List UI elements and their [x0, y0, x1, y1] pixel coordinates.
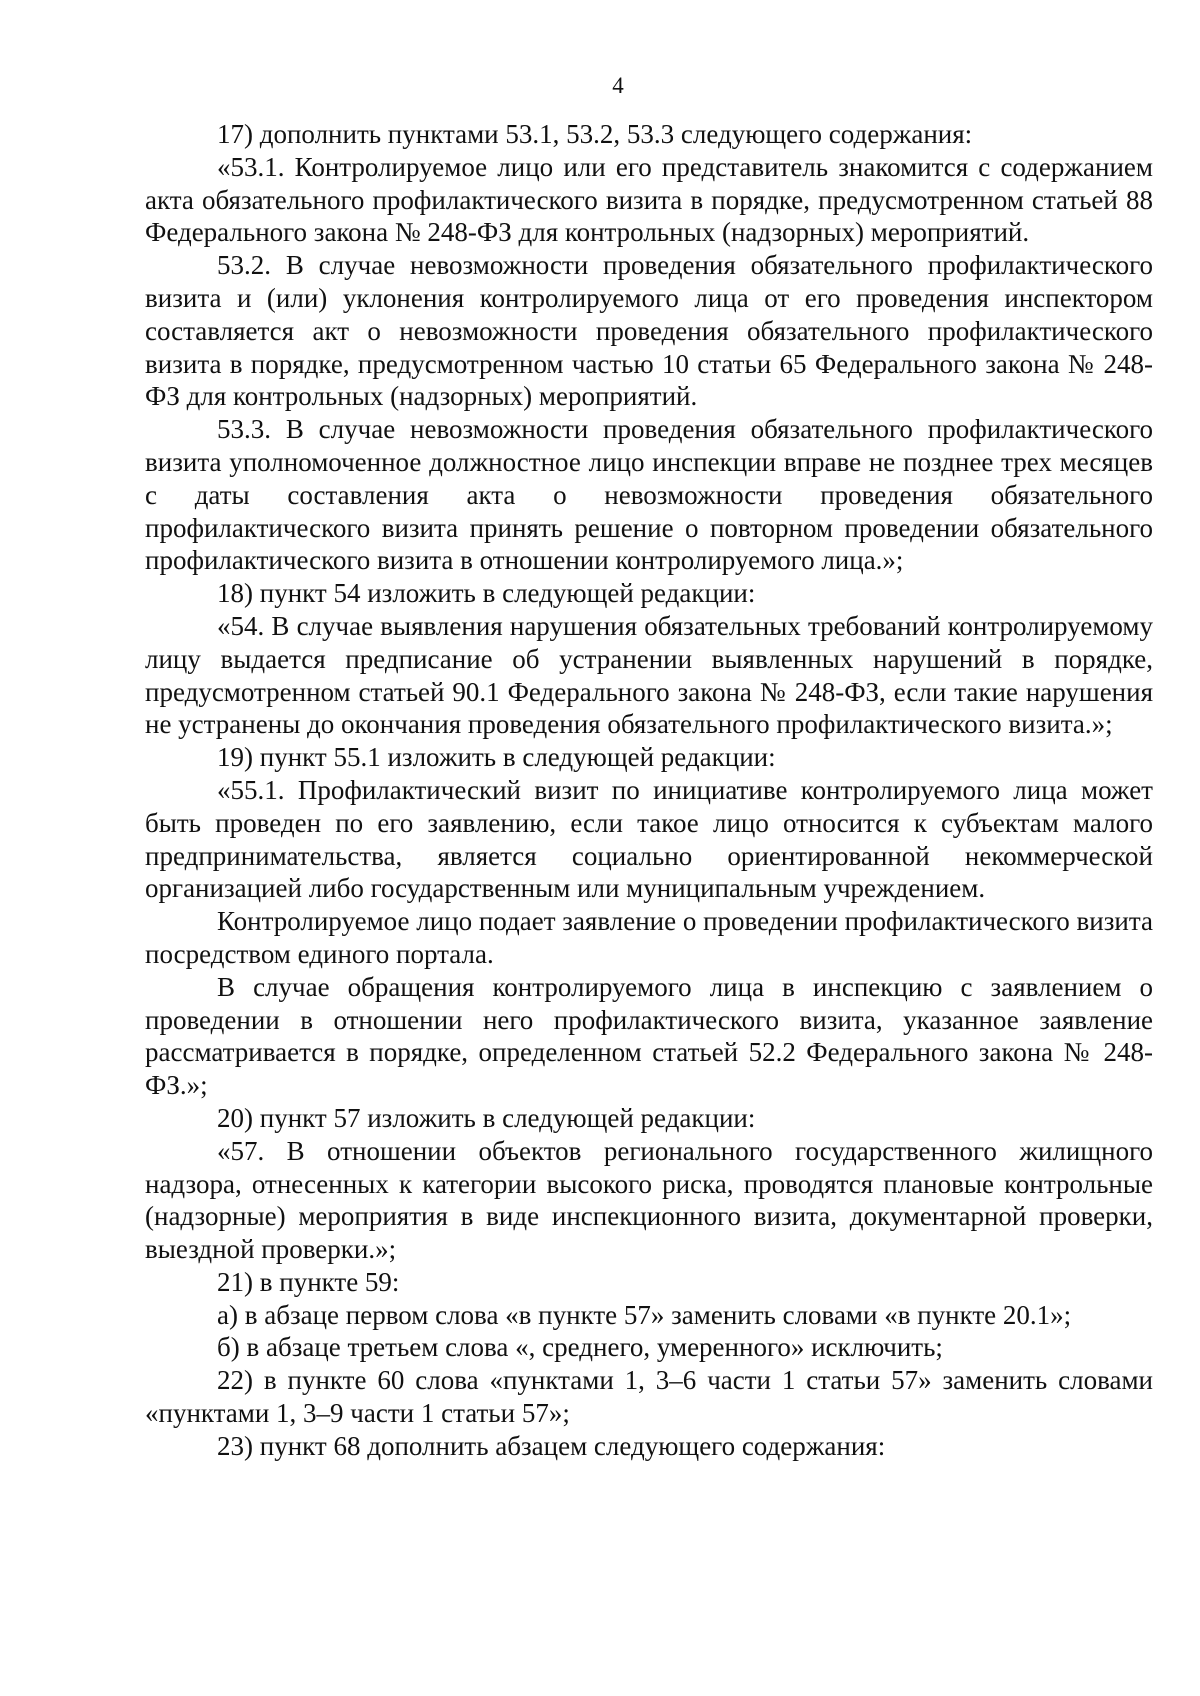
paragraph-item-18: 18) пункт 54 изложить в следующей редакции: [217, 578, 756, 609]
paragraph-application-review: В случае обращения контролируемого лица в инспекцию с заявлением о проведении в отношении него профилактического визита, указанное заявление рассматривается в порядке, определенном статьей 52.2 Федерального закона № 248-ФЗ.»; [145, 971, 1153, 1101]
paragraph-54: «54. В случае выявления нарушения обязательных требований контролируемому лицу выдается предписание об устранении выявленных нарушений в порядке, предусмотренном статьей 90.1 Федерального закона № 248-ФЗ, если такие нарушения не устранены до окончания проведения обязательного профилактического визита.»; [145, 610, 1153, 740]
paragraph-application-portal: Контролируемое лицо подает заявление о проведении профилактического визита посредством единого портала. [145, 906, 1153, 969]
paragraph-item-21: 21) в пункте 59: [217, 1266, 400, 1297]
paragraph-53-2: 53.2. В случае невозможности проведения обязательного профилактического визита и (или) уклонения контролируемого лица от его проведения инспектором составляется акт о невозможности проведения обязательного профилактического визита в порядке, предусмотренном частью 10 статьи 65 Федерального закона № 248-ФЗ для контрольных (надзорных) мероприятий. [145, 250, 1153, 412]
paragraph-item-22: 22) в пункте 60 слова «пунктами 1, 3–6 части 1 статьи 57» заменить словами «пунктами 1, 3–9 части 1 статьи 57»; [145, 1365, 1153, 1429]
paragraph-item-20: 20) пункт 57 изложить в следующей редакции: [217, 1102, 756, 1133]
paragraph-53-1: «53.1. Контролируемое лицо или его представитель знакомится с содержанием акта обязательного профилактического визита в порядке, предусмотренном статьей 88 Федерального закона № 248-ФЗ для контрольных (надзорных) мероприятий. [145, 151, 1153, 248]
paragraph-53-3: 53.3. В случае невозможности проведения обязательного профилактического визита уполномоченное должностное лицо инспекции вправе не позднее трех месяцев с даты составления акта о невозможности проведения обязательного профилактического визита принять решение о повторном проведении обязательного профилактического визита в отношении контролируемого лица.»; [145, 414, 1153, 576]
page-number: 4 [612, 73, 624, 98]
paragraph-item-21-a: а) в абзаце первом слова «в пункте 57» заменить словами «в пункте 20.1»; [217, 1299, 1072, 1330]
paragraph-57: «57. В отношении объектов регионального государственного жилищного надзора, отнесенных к категории высокого риска, проводятся плановые контрольные (надзорные) мероприятия в виде инспекционного визита, документарной проверки, выездной проверки.»; [145, 1135, 1153, 1265]
document-body [145, 118, 1153, 1463]
paragraph-item-19: 19) пункт 55.1 изложить в следующей редакции: [217, 742, 776, 773]
paragraph-55-1: «55.1. Профилактический визит по инициативе контролируемого лица может быть проведен по его заявлению, если такое лицо относится к субъектам малого предпринимательства, является социально ориентированной некоммерческой организацией либо государственным или муниципальным учреждением. [145, 774, 1153, 904]
paragraph-item-23: 23) пункт 68 дополнить абзацем следующего содержания: [217, 1430, 886, 1461]
paragraph-item-21-b: б) в абзаце третьем слова «, среднего, умеренного» исключить; [217, 1332, 943, 1363]
paragraph-item-17: 17) дополнить пунктами 53.1, 53.2, 53.3 следующего содержания: [217, 119, 973, 149]
